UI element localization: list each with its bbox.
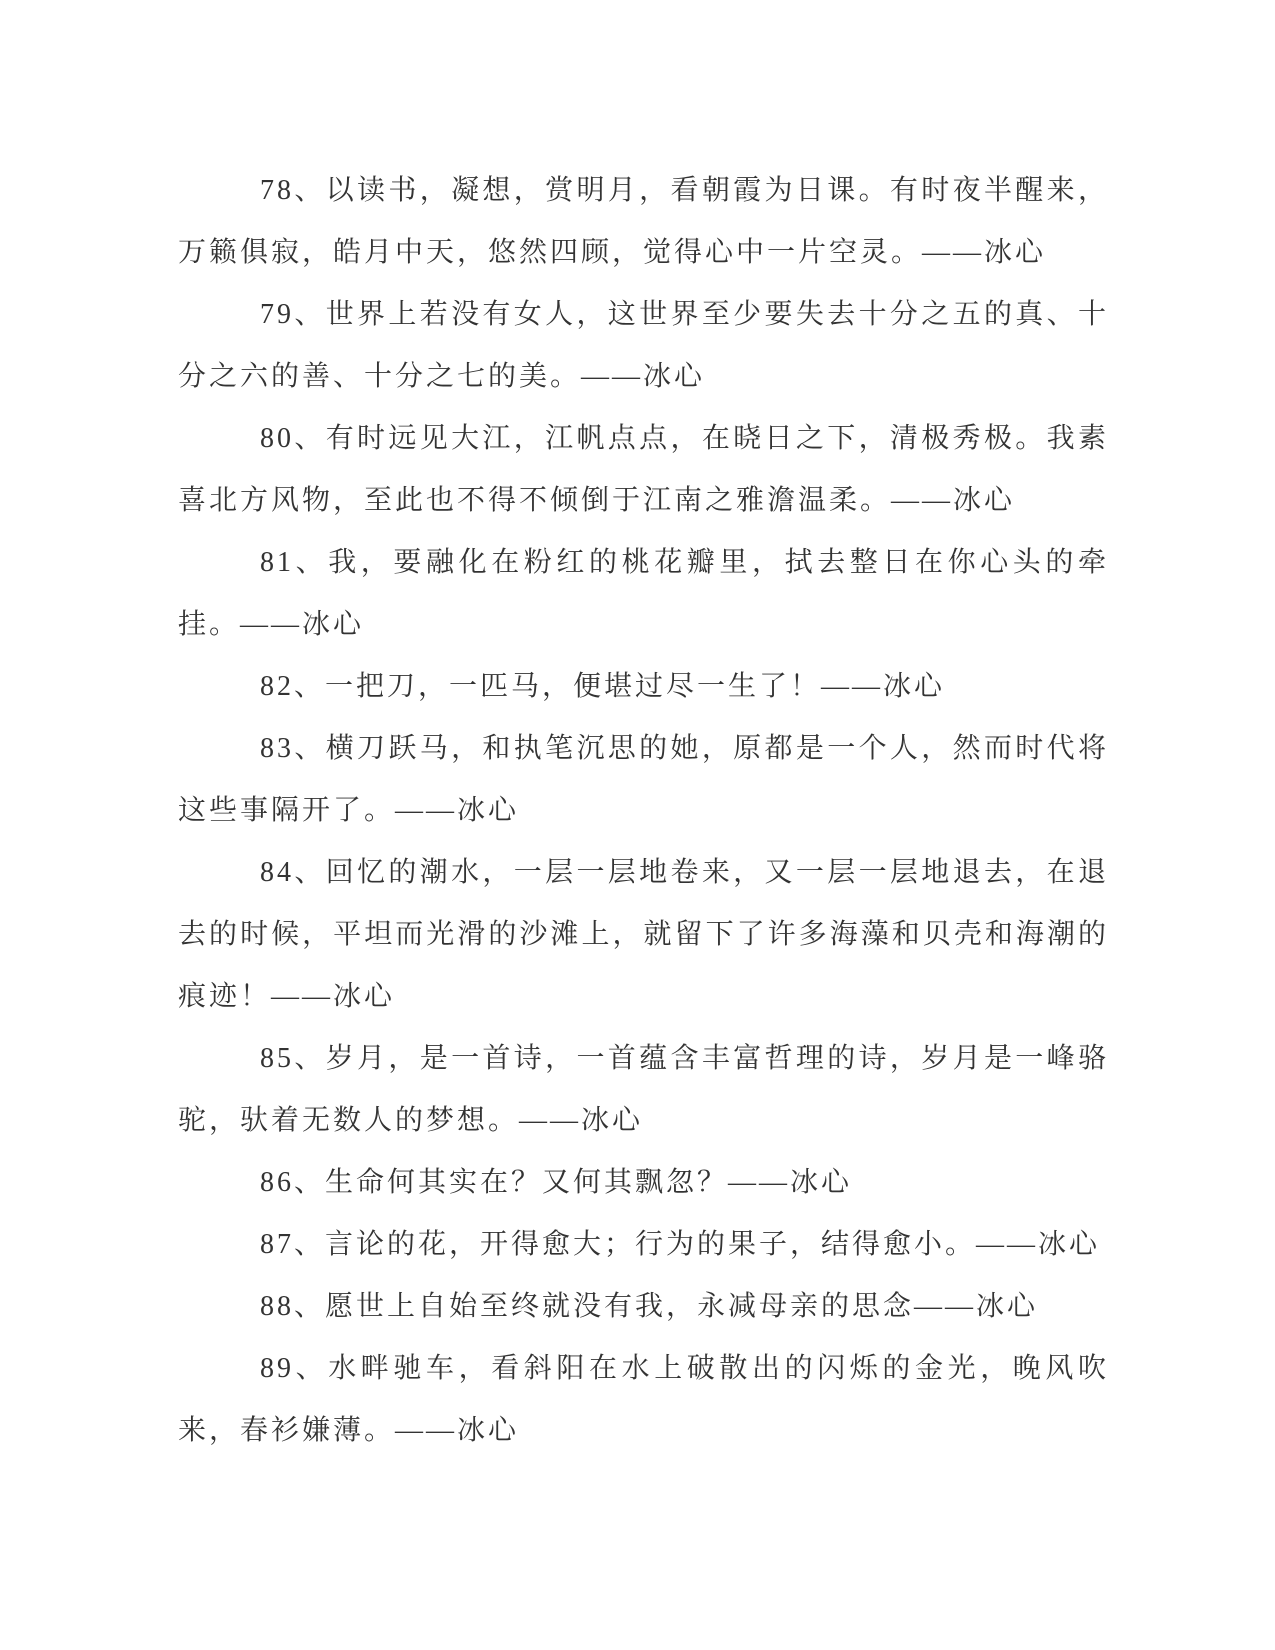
quote-paragraph-80: 80、有时远见大江，江帆点点，在晓日之下，清极秀极。我素喜北方风物，至此也不得不倾倒于江南之雅澹温柔。——冰心 — [178, 423, 1109, 516]
document-text-block — [178, 160, 1109, 1462]
quote-paragraph-79: 79、世界上若没有女人，这世界至少要失去十分之五的真、十分之六的善、十分之七的美。——冰心 — [178, 299, 1109, 392]
quote-paragraph-84: 84、回忆的潮水，一层一层地卷来，又一层一层地退去，在退去的时候，平坦而光滑的沙滩上，就留下了许多海藻和贝壳和海潮的痕迹！——冰心 — [178, 857, 1109, 1012]
quote-paragraph-89: 89、水畔驰车，看斜阳在水上破散出的闪烁的金光，晚风吹来，春衫嫌薄。——冰心 — [178, 1353, 1109, 1446]
quote-paragraph-85: 85、岁月，是一首诗，一首蕴含丰富哲理的诗，岁月是一峰骆驼，驮着无数人的梦想。——冰心 — [178, 1043, 1109, 1136]
quote-paragraph-83: 83、横刀跃马，和执笔沉思的她，原都是一个人，然而时代将这些事隔开了。——冰心 — [178, 733, 1109, 826]
quote-paragraph-86: 86、生命何其实在？又何其飘忽？——冰心 — [260, 1167, 853, 1198]
quote-paragraph-81: 81、我，要融化在粉红的桃花瓣里，拭去整日在你心头的牵挂。——冰心 — [178, 547, 1109, 640]
quote-paragraph-87: 87、言论的花，开得愈大；行为的果子，结得愈小。——冰心 — [260, 1229, 1101, 1260]
quote-paragraph-82: 82、一把刀，一匹马，便堪过尽一生了！——冰心 — [260, 671, 946, 702]
quote-paragraph-78: 78、以读书，凝想，赏明月，看朝霞为日课。有时夜半醒来，万籁俱寂，皓月中天，悠然四顾，觉得心中一片空灵。——冰心 — [178, 175, 1109, 268]
quote-paragraph-88: 88、愿世上自始至终就没有我，永减母亲的思念——冰心 — [260, 1291, 1039, 1322]
